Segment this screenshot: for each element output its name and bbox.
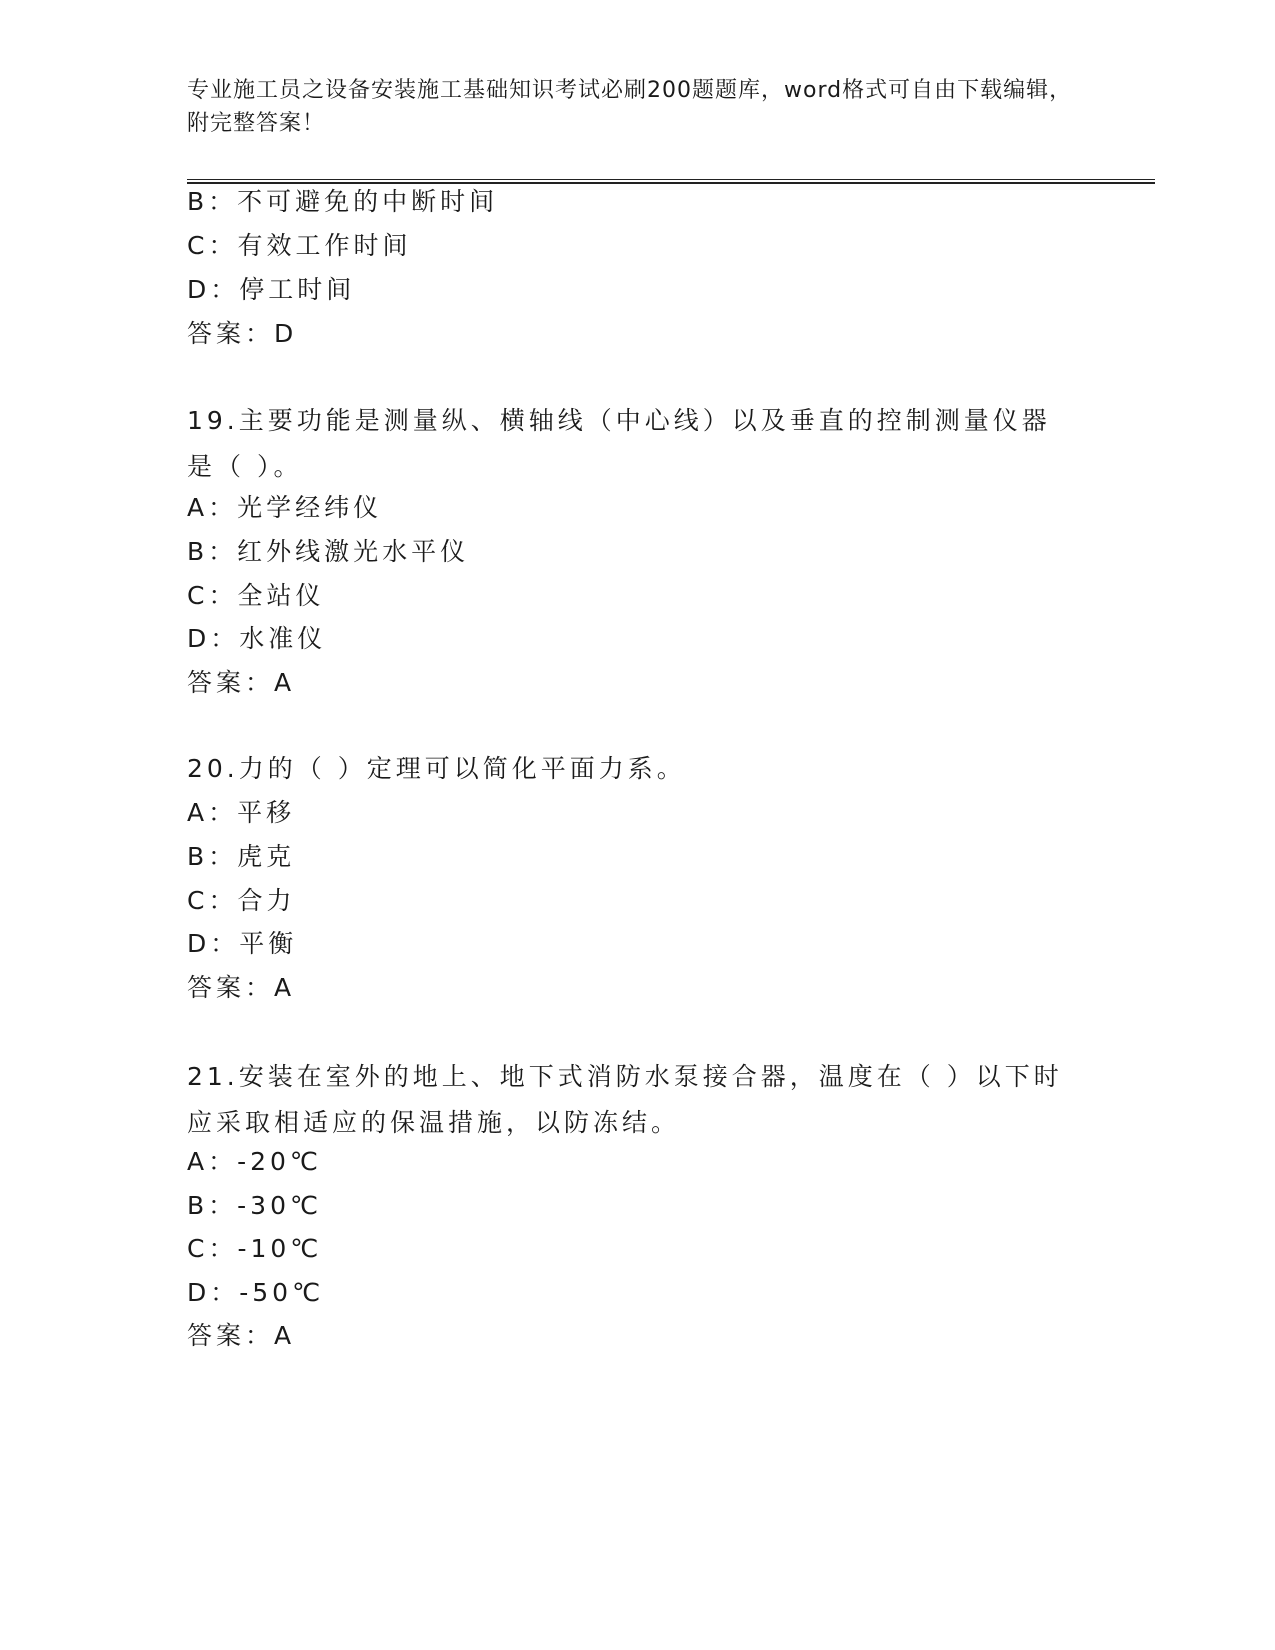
q20-option-c: C：合力 [187, 886, 296, 915]
q19-answer: 答案：A [187, 668, 296, 697]
q18-answer: 答案：D [187, 319, 298, 348]
q20-option-d: D：平衡 [187, 929, 298, 958]
q20-question: 20.力的（ ）定理可以简化平面力系。 [187, 754, 686, 783]
q18-option-c: C：有效工作时间 [187, 231, 412, 260]
q19-option-c: C：全站仪 [187, 581, 325, 610]
q19-question: 19.主要功能是测量纵、横轴线（中心线）以及垂直的控制测量仪器是（ ）。 [187, 406, 1051, 481]
q21-option-c: C：-10℃ [187, 1234, 323, 1263]
q20-option-b: B：虎克 [187, 842, 296, 871]
page-header-title: 专业施工员之设备安装施工基础知识考试必刷200题题库，word格式可自由下载编辑，附完整答案！ [187, 78, 1073, 136]
q21-option-b: B：-30℃ [187, 1191, 323, 1220]
q19-option-d: D：水准仪 [187, 624, 327, 653]
q19-option-b: B：红外线激光水平仪 [187, 537, 470, 566]
q19-option-a: A：光学经纬仪 [187, 493, 383, 522]
q20-answer: 答案：A [187, 973, 296, 1002]
q21-option-a: A：-20℃ [187, 1147, 323, 1176]
q18-option-b: B：不可避免的中断时间 [187, 187, 499, 216]
header-divider [187, 179, 1155, 184]
q21-question: 21.安装在室外的地上、地下式消防水泵接合器，温度在（ ）以下时应采取相适应的保温措施，以防冻结。 [187, 1062, 1063, 1137]
q21-answer: 答案：A [187, 1321, 296, 1350]
q21-option-d: D：-50℃ [187, 1278, 325, 1307]
q18-option-d: D：停工时间 [187, 275, 356, 304]
q20-option-a: A：平移 [187, 798, 296, 827]
